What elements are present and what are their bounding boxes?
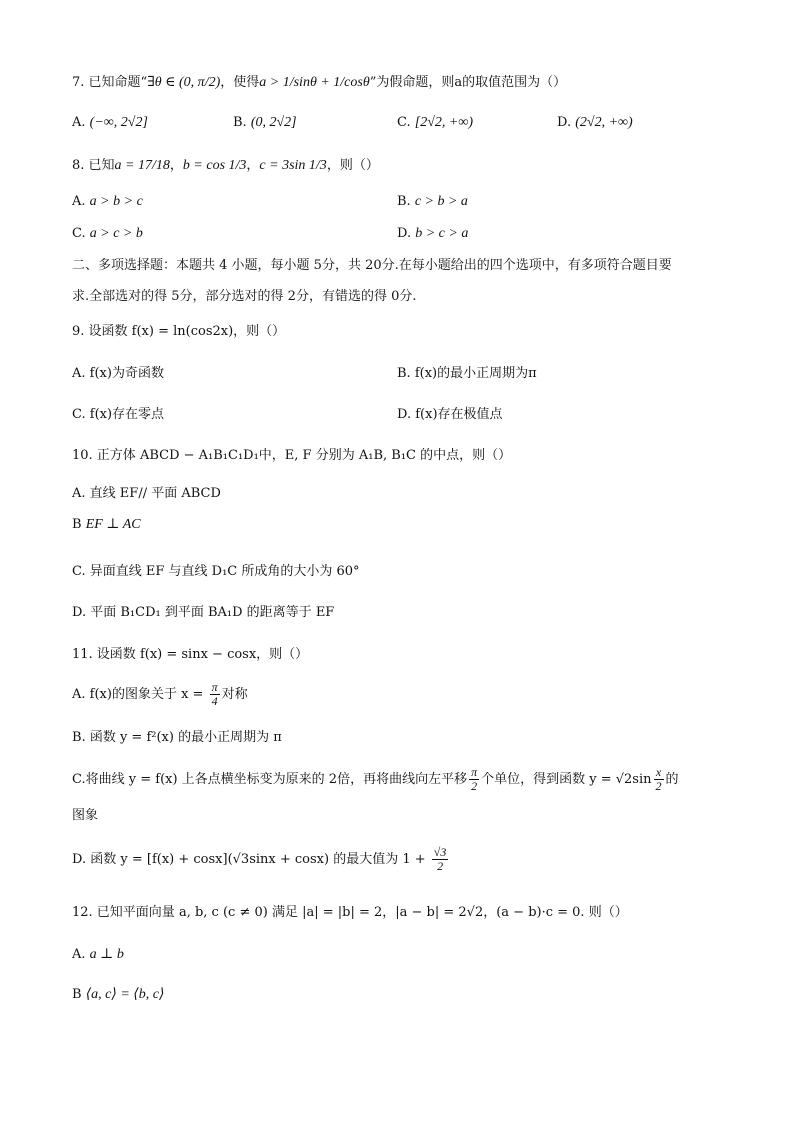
q10-option-a-value: 直线 EF// 平面 ABCD (89, 486, 221, 501)
q8-option-d-label: D. (397, 226, 412, 241)
q9-option-d-value: f(x)存在极值点 (415, 407, 503, 422)
q9-option-c (72, 405, 164, 425)
q7-option-b (233, 113, 297, 133)
q7-option-a (72, 113, 148, 133)
q9-option-b-value: f(x)的最小正周期为π (414, 366, 537, 381)
q8-option-a-label: A. (72, 194, 86, 209)
q11-option-d (72, 845, 450, 875)
q8-option-d (397, 224, 468, 244)
q11-option-c (72, 765, 679, 795)
q10-option-b-value: EF ⊥ AC (85, 517, 141, 532)
q9-option-d (397, 405, 503, 425)
q10-option-b (72, 515, 141, 535)
q12-option-a-value: a ⊥ b (89, 947, 124, 962)
q7-inequality: a > 1/sinθ + 1/cosθ (259, 75, 370, 90)
q11-c-frac2-den: 2 (655, 779, 662, 793)
q9-option-b (397, 364, 537, 384)
q10-option-c (72, 562, 360, 582)
q9-option-d-label: D. (397, 407, 412, 422)
q10-option-d (72, 603, 334, 623)
q9-option-a (72, 364, 164, 384)
q8-c-def: c = 3sin 1/3 (259, 158, 327, 173)
q11-option-b-value: 函数 y = f²(x) 的最小正周期为 π (89, 730, 282, 745)
q11-option-a-post: 对称 (221, 687, 248, 702)
q8-stem-prefix: 8. 已知 (72, 158, 115, 173)
q8-option-b (397, 192, 468, 212)
q7-option-d (557, 113, 633, 133)
q10-option-b-label: B (72, 517, 82, 532)
question-12-stem: 12. 已知平面向量 a, b, c (c ≠ 0) 满足 |a| = |b| = 2，|a − b| = 2√2，(a − b)·c = 0. 则（） (72, 905, 628, 920)
q7-stem-suffix: ”为假命题，则a的取值范围为（） (369, 75, 567, 90)
q7-stem-prefix: 7. 已知命题“ (72, 75, 148, 90)
section-2-instructions-line-1: 二、多项选择题：本题共 4 小题，每小题 5分，共 20分.在每小题给出的四个选项中，有多项符合题目要 (72, 258, 672, 273)
q11-option-c-post: 的 (665, 772, 679, 787)
q11-d-frac-den: 2 (437, 859, 444, 873)
q11-c-frac2-num: x (654, 766, 664, 780)
q9-option-c-label: C. (72, 407, 86, 422)
q11-option-a (72, 680, 248, 710)
q10-option-c-value: 异面直线 EF 与直线 D₁C 所成角的大小为 60° (89, 564, 360, 579)
q8-option-c (72, 224, 143, 244)
q11-option-a-label: A. (72, 687, 86, 702)
q7-option-a-label: A. (72, 115, 86, 130)
q11-option-c-mid: 个单位，得到函数 y = √2sin (481, 772, 652, 787)
q11-option-d-fraction (432, 846, 449, 873)
q11-c-frac1-num: π (471, 765, 478, 779)
q11-option-c-pre: 将曲线 y = f(x) 上各点横坐标变为原来的 2倍，再将曲线向左平移 (85, 772, 468, 787)
q7-stem-mid: ，使得 (220, 75, 260, 90)
q11-option-a-fraction (210, 681, 220, 708)
q12-option-b (72, 985, 164, 1005)
q11-option-c-continuation: 图象 (72, 808, 99, 823)
q11-d-frac-num: √3 (433, 845, 447, 859)
q11-a-frac-den: 4 (211, 694, 218, 708)
q10-option-d-label: D. (72, 605, 87, 620)
q7-condition: ∃θ ∈ (0, π/2) (147, 75, 221, 90)
q8-stem-suffix: ，则（） (326, 158, 379, 173)
q11-option-c-fraction-2 (654, 766, 664, 793)
q8-option-a-value: a > b > c (89, 194, 143, 209)
q12-option-b-value: ⟨a, c⟩ = ⟨b, c⟩ (85, 987, 165, 1002)
q12-option-b-label: B (72, 987, 82, 1002)
q11-option-a-pre: f(x)的图象关于 x = (89, 687, 208, 702)
question-7-stem (72, 73, 566, 93)
q11-option-c-label: C. (72, 772, 86, 787)
question-10-stem: 10. 正方体 ABCD − A₁B₁C₁D₁中，E, F 分别为 A₁B, B₁C 的中点，则（） (72, 448, 512, 463)
q11-option-d-pre: 函数 y = [f(x) + cosx](√3sinx + cosx) 的最大值为 1 + (90, 852, 430, 867)
q7-option-b-value: (0, 2√2] (250, 115, 297, 130)
q8-option-b-label: B. (397, 194, 411, 209)
question-11-stem: 11. 设函数 f(x) = sinx − cosx，则（） (72, 647, 309, 662)
q7-option-c-label: C. (397, 115, 411, 130)
q8-option-d-value: b > c > a (415, 226, 469, 241)
q7-option-b-label: B. (233, 115, 247, 130)
q8-b-def: b = cos 1/3 (182, 158, 247, 173)
q10-option-a-label: A. (72, 486, 86, 501)
q12-option-a (72, 945, 124, 965)
q8-option-c-label: C. (72, 226, 86, 241)
q11-option-b-label: B. (72, 730, 86, 745)
q9-option-a-value: f(x)为奇函数 (89, 366, 164, 381)
q9-option-a-label: A. (72, 366, 86, 381)
q12-option-a-label: A. (72, 947, 86, 962)
q11-option-b (72, 728, 282, 748)
q7-option-c-value: [2√2, +∞) (414, 115, 473, 130)
q9-option-c-value: f(x)存在零点 (89, 407, 165, 422)
q11-option-d-label: D. (72, 852, 87, 867)
q9-option-b-label: B. (397, 366, 411, 381)
q8-option-b-value: c > b > a (414, 194, 468, 209)
question-8-stem: 8. 已知a = 17/18，b = cos 1/3，c = 3sin 1/3，则（） (72, 158, 379, 173)
q11-a-frac-num: π (211, 680, 218, 694)
q10-option-a (72, 484, 221, 504)
q10-option-c-label: C. (72, 564, 86, 579)
q8-option-c-value: a > c > b (89, 226, 143, 241)
question-9-stem: 9. 设函数 f(x) = ln(cos2x)，则（） (72, 324, 286, 339)
q8-a-def: a = 17/18 (114, 158, 170, 173)
q7-option-a-value: (−∞, 2√2] (89, 115, 148, 130)
q11-c-frac1-den: 2 (471, 779, 478, 793)
q7-option-d-label: D. (557, 115, 572, 130)
q11-option-c-fraction-1 (469, 766, 479, 793)
q7-option-c (397, 113, 473, 133)
q10-option-d-value: 平面 B₁CD₁ 到平面 BA₁D 的距离等于 EF (90, 605, 335, 620)
q7-option-d-value: (2√2, +∞) (575, 115, 633, 130)
section-2-instructions-line-2: 求.全部选对的得 5分，部分选对的得 2分，有错选的得 0分. (72, 289, 417, 304)
q8-option-a (72, 192, 143, 212)
